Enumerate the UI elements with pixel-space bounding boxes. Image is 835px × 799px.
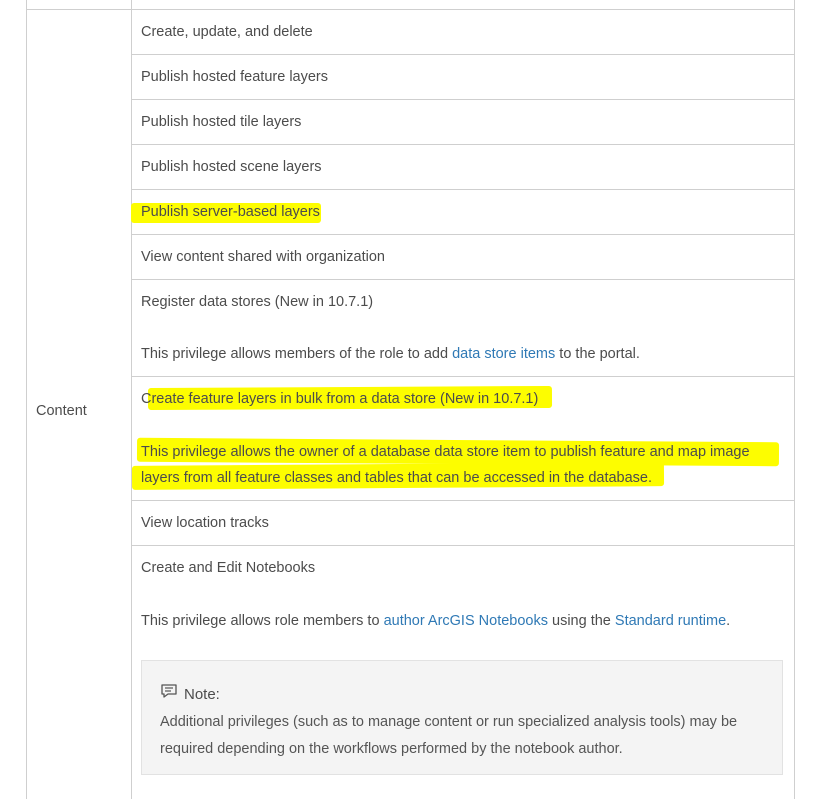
notebooks-description	[141, 611, 730, 631]
row-divider	[131, 376, 795, 377]
bulk-layers-description-line2: layers from all feature classes and tables that can be accessed in the database.	[141, 470, 653, 486]
row-divider	[131, 545, 795, 546]
privilege-create-feature-layers-bulk: Create feature layers in bulk from a data store (New in 10.7.1)	[141, 391, 539, 407]
row-divider	[131, 99, 795, 100]
privilege-publish-hosted-feature-layers: Publish hosted feature layers	[141, 69, 328, 85]
privilege-create-update-delete: Create, update, and delete	[141, 24, 313, 40]
privilege-view-location-tracks: View location tracks	[141, 515, 269, 531]
note-heading	[160, 683, 220, 705]
table-column-divider	[131, 0, 132, 799]
privilege-view-content-shared: View content shared with organization	[141, 249, 385, 265]
row-divider	[131, 234, 795, 235]
row-divider	[131, 500, 795, 501]
description-text: This privilege allows members of the role to add	[141, 346, 453, 362]
row-divider	[131, 189, 795, 190]
speech-bubble-icon	[160, 683, 178, 705]
register-data-stores-description	[141, 344, 640, 364]
row-divider	[26, 9, 795, 10]
table-left-border	[26, 0, 27, 799]
note-line: required depending on the workflows performed by the notebook author.	[160, 741, 623, 757]
standard-runtime-link[interactable]: Standard runtime	[614, 613, 727, 629]
row-divider	[131, 54, 795, 55]
privilege-create-edit-notebooks: Create and Edit Notebooks	[141, 560, 316, 576]
description-text: to the portal.	[555, 346, 640, 362]
bulk-layers-description-line1: This privilege allows the owner of a database data store item to publish feature and map image	[141, 444, 750, 460]
table-right-border	[794, 0, 795, 799]
description-text: This privilege allows role members to	[141, 613, 384, 629]
data-store-items-link[interactable]: data store items	[452, 346, 556, 362]
description-text: .	[726, 613, 731, 629]
privilege-publish-hosted-scene-layers: Publish hosted scene layers	[141, 159, 322, 175]
row-divider	[131, 144, 795, 145]
privilege-register-data-stores: Register data stores (New in 10.7.1)	[141, 294, 374, 310]
note-title: Note:	[184, 686, 220, 703]
row-divider	[131, 279, 795, 280]
note-body	[160, 709, 737, 763]
note-line: Additional privileges (such as to manage content or run specialized analysis tools) may be	[160, 714, 738, 730]
privilege-publish-hosted-tile-layers: Publish hosted tile layers	[141, 114, 302, 130]
privilege-publish-server-based-layers: Publish server-based layers	[141, 204, 320, 220]
note-callout	[141, 660, 783, 775]
author-arcgis-notebooks-link[interactable]: author ArcGIS Notebooks	[383, 613, 548, 629]
category-label: Content	[36, 403, 87, 419]
description-text: using the	[547, 613, 615, 629]
